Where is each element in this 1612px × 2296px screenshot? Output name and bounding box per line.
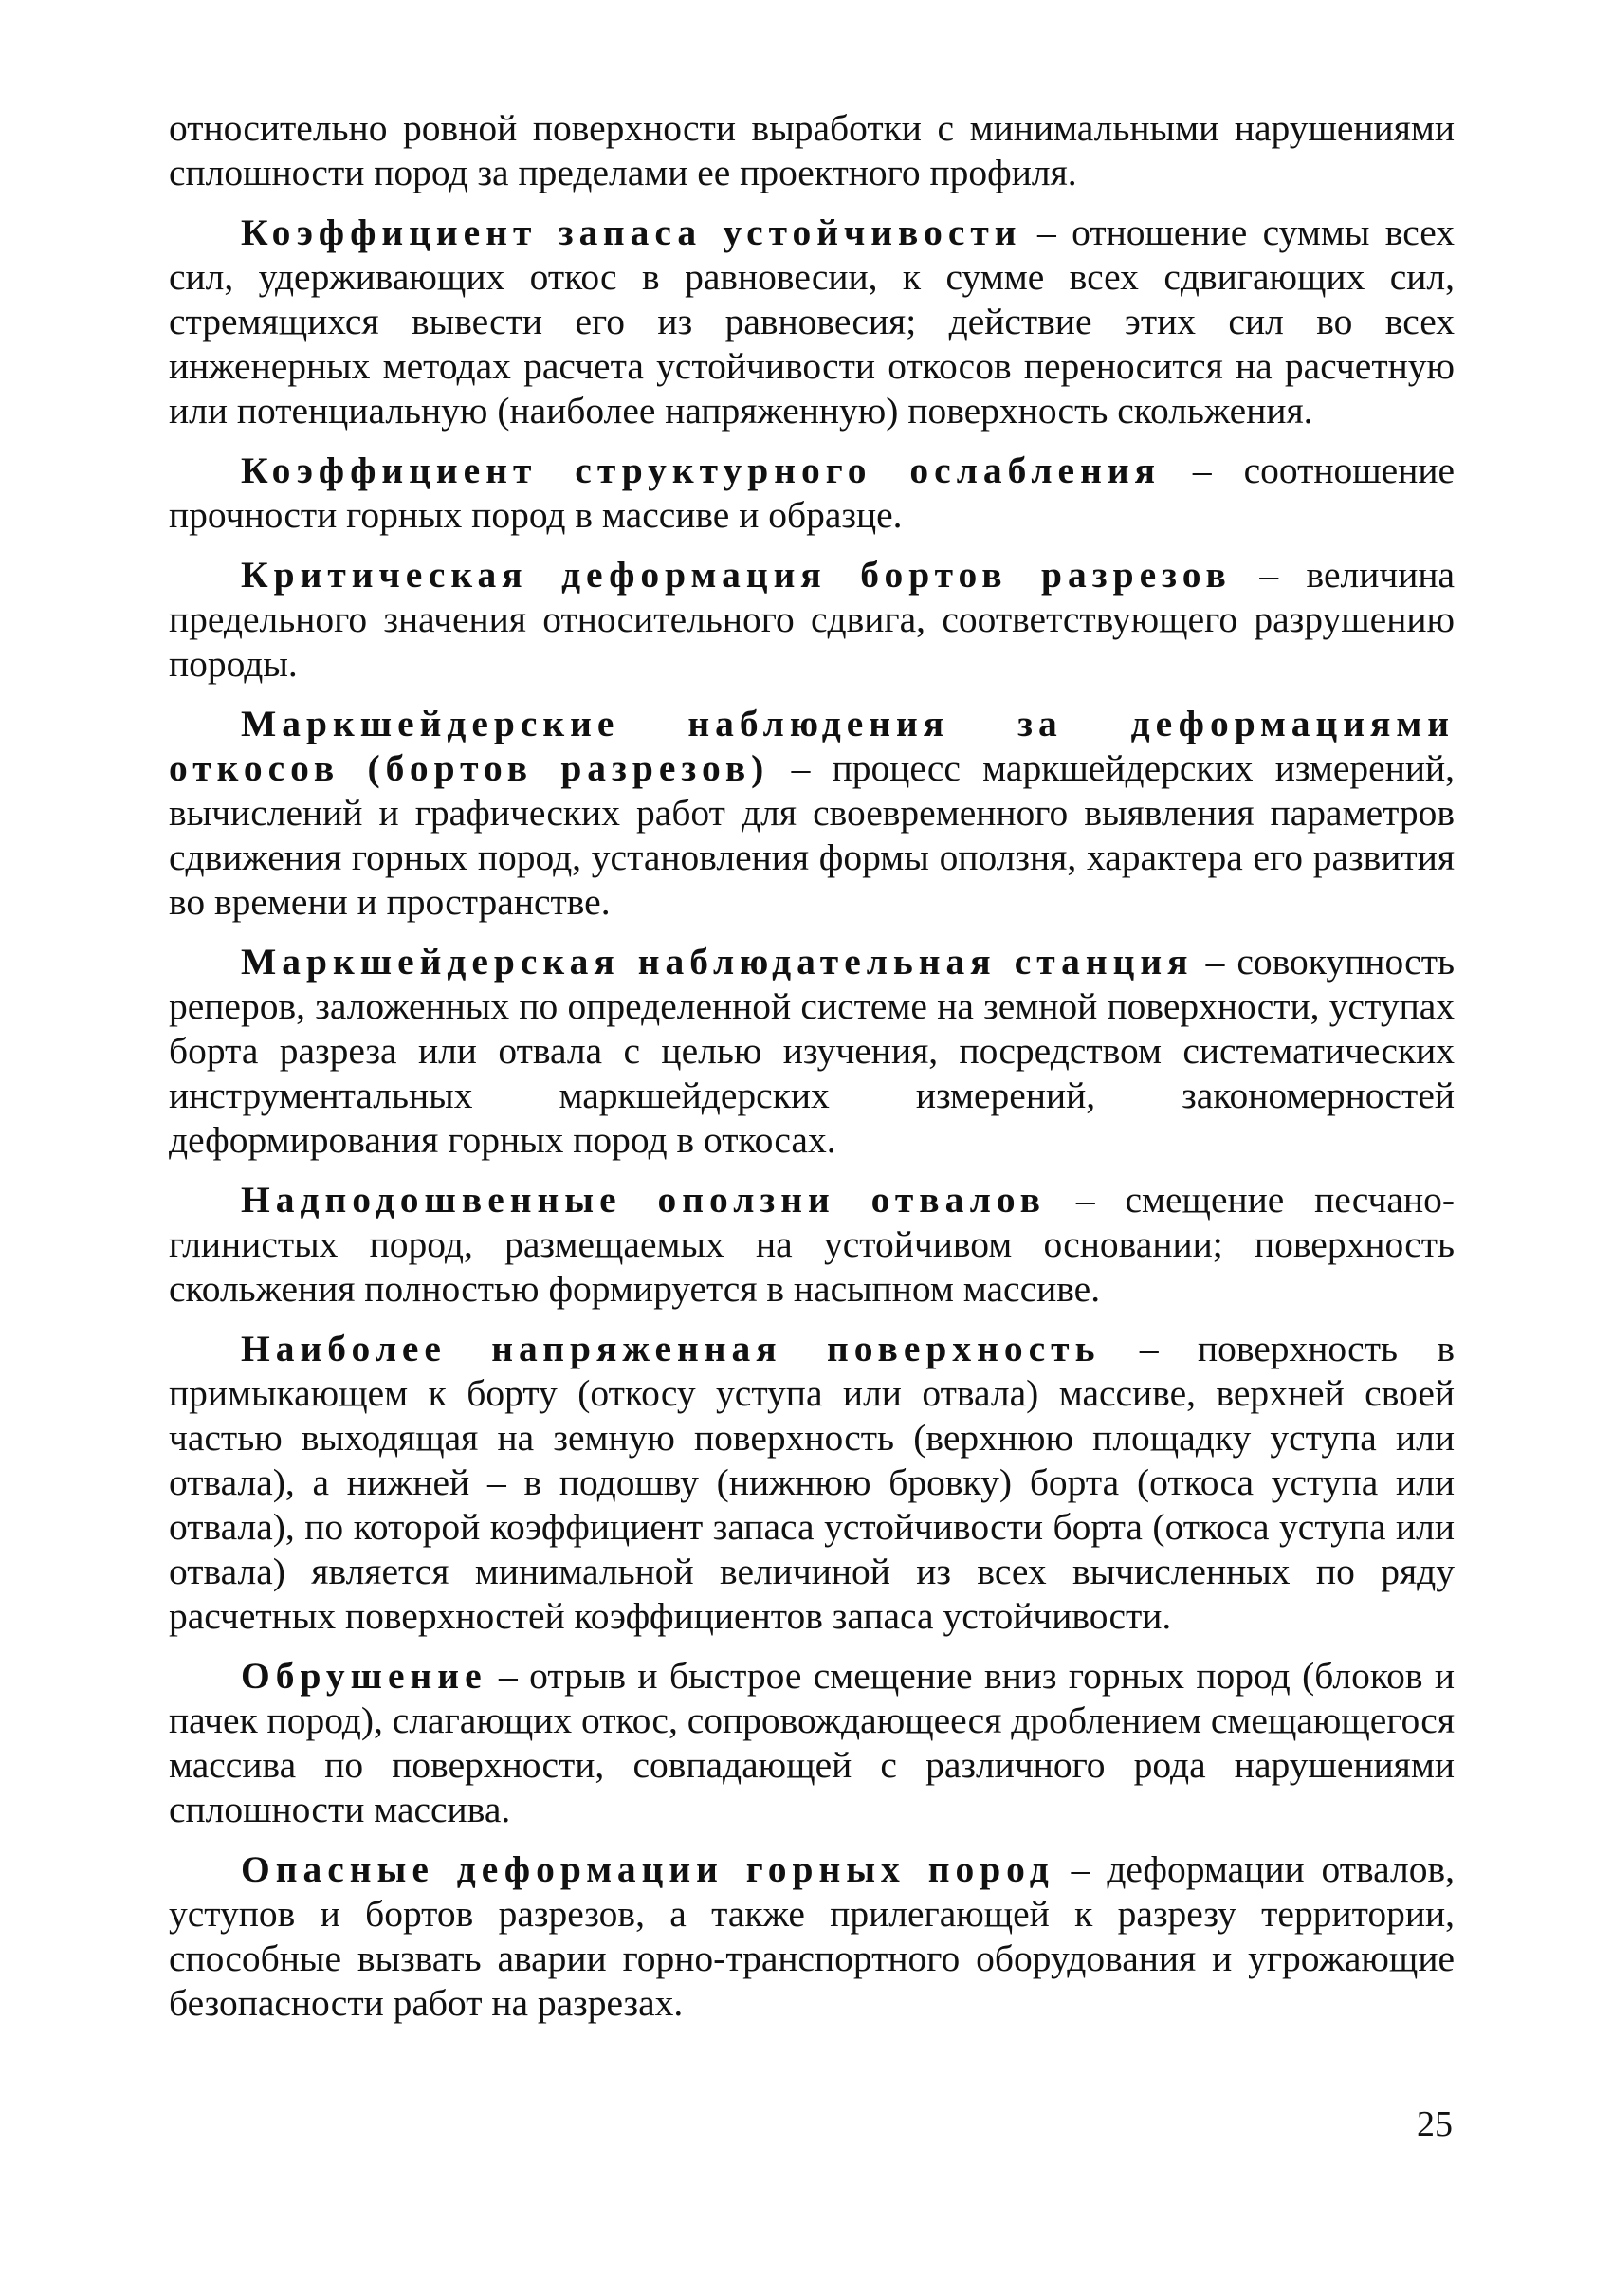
entry-term: Опасные деформации горных пород [241, 1848, 1054, 1890]
entry-term: Обрушение [241, 1655, 487, 1697]
glossary-entry [169, 211, 1455, 433]
glossary-entry [169, 940, 1455, 1163]
entry-term: Маркшейдерские наблюдения за деформациями откосов (бортов разрезов) [169, 703, 1455, 789]
document-page [169, 106, 1455, 2041]
glossary-entry [169, 702, 1455, 925]
glossary-entry [169, 1327, 1455, 1639]
entry-term: Критическая деформация бортов разрезов [241, 554, 1232, 596]
entry-definition: – совокупность реперов, заложенных по определенной системе на земной поверхности, уступах борта разреза или отвала с целью изучения, посредством систематических инструментальных маркшейдерских измерений, закономерностей деформирования горных пород в откосах. [169, 941, 1455, 1161]
glossary-entry [169, 1178, 1455, 1312]
entry-definition: – деформации отвалов, уступов и бортов разрезов, а также прилегающей к разрезу территории, способные вызвать аварии горно-транспортного оборудования и угрожающие безопасности работ на разрезах. [169, 1848, 1455, 2024]
entry-term: Маркшейдерская наблюдательная станция [241, 941, 1194, 983]
glossary-entry [169, 1654, 1455, 1832]
entry-term: Наиболее напряженная поверхность [241, 1328, 1101, 1369]
entry-definition: – смещение песчано-глинистых пород, размещаемых на устойчивом основании; поверхность скольжения полностью формируется в насыпном массиве. [169, 1179, 1455, 1310]
continuation-paragraph: относительно ровной поверхности выработки с минимальными нарушениями сплошности пород за пределами ее проектного профиля. [169, 107, 1455, 193]
entry-definition: – процесс маркшейдерских измерений, вычислений и графических работ для своевременного выявления параметров сдвижения горных пород, установления формы оползня, характера его развития во времени и пространстве. [169, 747, 1455, 923]
entry-definition: – соотношение прочности горных пород в массиве и образце. [169, 450, 1455, 536]
entry-term: Коэффициент структурного ослабления [241, 450, 1161, 491]
glossary-entry [169, 553, 1455, 687]
page-number: 25 [1417, 2104, 1453, 2144]
entry-definition: – отрыв и быстрое смещение вниз горных пород (блоков и пачек пород), слагающих откос, сопровождающееся дроблением смещающегося массива по поверхности, совпадающей с различного рода нарушениями сплошности массива. [169, 1655, 1455, 1830]
entry-definition: – величина предельного значения относительного сдвига, соответствующего разрушению породы. [169, 554, 1456, 685]
entry-definition: – поверхность в примыкающем к борту (откосу уступа или отвала) массиве, верхней своей частью выходящая на земную поверхность (верхнюю площадку уступа или отвала), а нижней – в подошву (нижнюю бровку) борта (откоса уступа или отвала), по которой коэффициент запаса устойчивости борта (откоса уступа или отвала) является минимальной величиной из всех вычисленных по ряду расчетных поверхностей коэффициентов запаса устойчивости. [169, 1328, 1455, 1637]
entry-definition: – отношение суммы всех сил, удерживающих откос в равновесии, к сумме всех сдвигающих сил, стремящихся вывести его из равновесия; действие этих сил во всех инженерных методах расчета устойчивости откосов переносится на расчетную или потенциальную (наиболее напряженную) поверхность скольжения. [169, 211, 1455, 432]
glossary-entry [169, 1847, 1455, 2026]
entry-term: Коэффициент запаса устойчивости [241, 211, 1022, 253]
glossary-entry [169, 449, 1455, 538]
entry-term: Надподошвенные оползни отвалов [241, 1179, 1046, 1221]
